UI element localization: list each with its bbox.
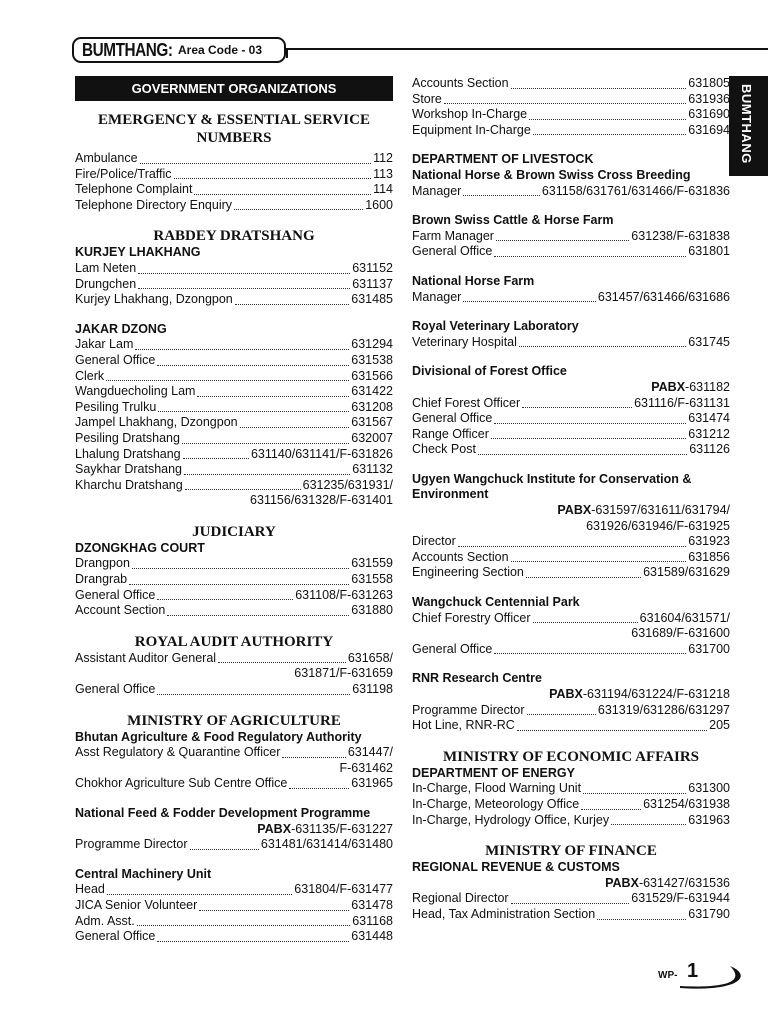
audit-title: ROYAL AUDIT AUTHORITY [134, 633, 334, 650]
entry-number: 631294 [351, 337, 393, 352]
entry-label: In-Charge, Hydrology Office, Kurjey [412, 812, 610, 827]
entry-label: Workshop In-Charge [412, 107, 528, 122]
entry-label: JICA Senior Volunteer [75, 897, 198, 912]
dot-leader [138, 288, 350, 289]
list-item [412, 813, 730, 829]
list-item [412, 550, 730, 566]
vet-lab-subheading: Royal Veterinary Laboratory [412, 319, 579, 334]
entry-number: 631132 [352, 462, 393, 477]
entry-label: Manager [412, 289, 462, 304]
list-item [75, 588, 393, 604]
dot-leader [140, 163, 372, 164]
entry-number: 631936 [688, 91, 730, 106]
rabdey-title: RABDEY DRATSHANG [153, 228, 315, 245]
jakar-subheading: JAKAR DZONG [75, 321, 167, 336]
energy-subheading: DEPARTMENT OF ENERGY [412, 765, 575, 780]
dot-leader [463, 301, 596, 302]
page-header [72, 37, 286, 63]
dot-leader [444, 103, 686, 104]
dot-leader [184, 474, 350, 475]
dot-leader [240, 427, 350, 428]
entry-number: 205 [709, 718, 730, 733]
entry-label: Chief Forest Officer [412, 395, 521, 410]
dot-leader [174, 178, 372, 179]
dot-leader [132, 568, 349, 569]
kharchu-continuation: 631156/631328/F-631401 [250, 493, 393, 508]
list-item [412, 92, 730, 108]
list-item [75, 277, 393, 293]
entry-number: 631137 [352, 276, 393, 291]
dot-leader [522, 407, 632, 408]
list-item [75, 603, 393, 619]
entry-number: 631126 [689, 442, 730, 457]
entry-label: General Office [75, 352, 156, 367]
dot-leader [533, 134, 686, 135]
entry-label: Telephone Directory Enquiry [75, 197, 233, 212]
entry-number: 632007 [351, 430, 393, 445]
dot-leader [511, 88, 687, 89]
entry-number: 112 [373, 151, 393, 165]
entry-number: 631690 [688, 107, 730, 122]
dot-leader [478, 454, 687, 455]
kurjey-list [75, 261, 393, 308]
entry-label: Store [412, 91, 442, 106]
dot-leader [194, 194, 371, 195]
cmu-list [75, 882, 393, 944]
list-item [75, 462, 393, 478]
entry-label: Director [412, 534, 456, 549]
list-item [75, 400, 393, 416]
list-item [75, 198, 393, 214]
finance-title: MINISTRY OF FINANCE [485, 843, 657, 860]
list-item [75, 447, 393, 463]
entry-number: 631801 [688, 244, 730, 259]
dot-leader [529, 119, 686, 120]
list-item [412, 290, 730, 306]
entry-label: Veterinary Hospital [412, 334, 517, 349]
economic-title: MINISTRY OF ECONOMIC AFFAIRS [442, 748, 699, 765]
list-item [75, 898, 393, 914]
entry-number: 631212 [688, 426, 730, 441]
list-item [412, 565, 730, 581]
entry-number: 631152 [352, 260, 393, 275]
horse-farm-subheading: National Horse Farm [412, 273, 535, 288]
dot-leader [494, 256, 686, 257]
list-item [412, 229, 730, 245]
dot-leader [157, 365, 349, 366]
entry-number: 631856 [688, 549, 730, 564]
entry-number: 631805 [688, 76, 730, 90]
page-footer [658, 962, 768, 992]
list-item [412, 427, 730, 443]
list-item [75, 353, 393, 369]
list-item [412, 442, 730, 458]
vet-lab-list [412, 335, 730, 351]
dot-leader [157, 599, 293, 600]
header-rule-tick [286, 48, 288, 58]
entry-label: Ambulance [75, 151, 138, 165]
cfo-continuation: 631689/F-631600 [631, 626, 730, 641]
entry-number: 631457/631466/631686 [597, 289, 730, 304]
entry-number: 631235/631931/ [302, 477, 393, 492]
emergency-title: EMERGENCY & ESSENTIAL SERVICE NUMBERS [98, 112, 370, 146]
entry-label: General Office [412, 411, 493, 426]
entry-number: 631254/631938 [643, 796, 730, 811]
list-item [75, 882, 393, 898]
entry-number: 631168 [352, 913, 393, 928]
entry-number: 631745 [688, 334, 730, 349]
entry-label: Engineering Section [412, 565, 524, 580]
list-item [75, 261, 393, 277]
crossbreeding-subheading: National Horse & Brown Swiss Cross Breeding [412, 167, 691, 182]
dot-leader [199, 910, 349, 911]
dot-leader [185, 489, 301, 490]
dot-leader [234, 209, 363, 210]
dot-leader [527, 714, 596, 715]
list-item [75, 167, 393, 183]
dot-leader [458, 546, 687, 547]
dot-leader [597, 919, 686, 920]
dot-leader [129, 584, 349, 585]
list-item [412, 123, 730, 139]
dot-leader [511, 903, 630, 904]
entry-label: Telephone Complaint [75, 182, 193, 197]
entry-number: 631478 [351, 897, 393, 912]
entry-label: Lam Neten [75, 260, 137, 275]
entry-number: 631529/F-631944 [631, 891, 730, 906]
dot-leader [138, 273, 350, 274]
entry-number: 631319/631286/631297 [597, 702, 730, 717]
entry-number: 631448 [351, 929, 393, 944]
list-item [412, 411, 730, 427]
dot-leader [491, 438, 686, 439]
entry-number: 631300 [688, 781, 730, 796]
entry-number: 631422 [351, 384, 393, 399]
entry-label: Head, Tax Administration Section [412, 906, 596, 921]
brown-swiss-list [412, 229, 730, 260]
dot-leader [137, 925, 350, 926]
entry-number: 1600 [365, 197, 393, 212]
finance-pabx: PABX-631427/631536 [605, 875, 730, 890]
list-item [412, 335, 730, 351]
brown-swiss-subheading: Brown Swiss Cattle & Horse Farm [412, 213, 614, 228]
list-item [412, 107, 730, 123]
dot-leader [519, 346, 686, 347]
bafra-subheading: Bhutan Agriculture & Food Regulatory Authority [75, 729, 362, 744]
entry-label: Account Section [75, 603, 166, 618]
entry-label: Saykhar Dratshang [75, 462, 183, 477]
entry-number: 631208 [351, 399, 393, 414]
list-item [412, 244, 730, 260]
entry-label: Jakar Lam [75, 337, 134, 352]
entry-number: 631558 [351, 572, 393, 587]
livestock-subheading: DEPARTMENT OF LIVESTOCK [412, 152, 594, 167]
judiciary-title: JUDICIARY [192, 523, 276, 540]
uwice-pabx: PABX-631597/631611/631794/ [557, 503, 730, 518]
entry-label: Wangduecholing Lam [75, 384, 196, 399]
list-item [412, 703, 730, 719]
list-item [75, 556, 393, 572]
dot-leader [235, 304, 350, 305]
section-band: GOVERNMENT ORGANIZATIONS [75, 76, 393, 101]
list-item: General Office 631700 [412, 641, 730, 656]
uwice-subheading: Ugyen Wangchuck Institute for Conservation & Environment [412, 471, 692, 502]
dot-leader [197, 396, 349, 397]
entry-number: 631880 [351, 603, 393, 618]
right-column [412, 76, 730, 923]
dot-leader [106, 380, 349, 381]
list-item [75, 431, 393, 447]
entry-number: 631790 [688, 906, 730, 921]
footer-prefix: WP- [658, 970, 678, 981]
forest-list [412, 396, 730, 458]
list-item [75, 572, 393, 588]
list-item [75, 914, 393, 930]
entry-label: Clerk [75, 368, 105, 383]
entry-label: Accounts Section [412, 76, 509, 90]
dot-leader [167, 615, 349, 616]
entry-label: Regional Director [412, 891, 509, 906]
entry-label: In-Charge, Meteorology Office [412, 796, 580, 811]
dot-leader [183, 458, 249, 459]
entry-number: 631567 [351, 415, 393, 430]
entry-number: 114 [373, 182, 393, 197]
entry-label: Range Officer [412, 426, 489, 441]
entry-number: 631566 [351, 368, 393, 383]
rnr-list [412, 703, 730, 734]
list-item: General Office 631198 [75, 682, 393, 697]
list-item [412, 891, 730, 907]
forest-pabx: PABX-631182 [651, 379, 730, 394]
list-item [75, 415, 393, 431]
list-item [412, 781, 730, 797]
entry-number: 631923 [688, 534, 730, 549]
dot-leader [611, 824, 686, 825]
entry-number: 113 [373, 166, 393, 181]
entry-label: Drangpon [75, 556, 130, 571]
entry-number: 631559 [351, 556, 393, 571]
list-item [412, 76, 730, 92]
city-title: BUMTHANG: [82, 40, 173, 60]
dot-leader [517, 730, 707, 731]
dot-leader [494, 423, 686, 424]
dot-leader [526, 577, 641, 578]
entry-label: General Office [75, 929, 156, 944]
header-rule [286, 48, 768, 50]
uwice-pabx-continuation: 631926/631946/F-631925 [586, 518, 730, 533]
list-item [75, 478, 393, 494]
court-subheading: DZONGKHAG COURT [75, 540, 205, 555]
dot-leader [182, 443, 349, 444]
dot-leader [158, 411, 349, 412]
dot-leader [496, 240, 629, 241]
emergency-list [75, 151, 393, 213]
entry-label: Accounts Section [412, 549, 509, 564]
jakar-list [75, 337, 393, 493]
cmu-continued-list [412, 76, 730, 138]
agriculture-title: MINISTRY OF AGRICULTURE [127, 712, 341, 729]
entry-label: General Office [412, 244, 493, 259]
list-item [412, 396, 730, 412]
entry-label: Jampel Lhakhang, Dzongpon [75, 415, 238, 430]
entry-label: Lhalung Dratshang [75, 446, 181, 461]
dot-leader [107, 894, 292, 895]
entry-label: Kharchu Dratshang [75, 477, 183, 492]
list-item [412, 534, 730, 550]
list-item [412, 907, 730, 923]
entry-label: Adm. Asst. [75, 913, 135, 928]
finance-list [412, 891, 730, 922]
entry-number: 631804/F-631477 [294, 882, 393, 897]
list-item [412, 718, 730, 734]
kurjey-subheading: KURJEY LHAKHANG [75, 245, 201, 260]
list-item [75, 292, 393, 308]
asst-continuation: F-631462 [339, 760, 393, 775]
entry-number: 631963 [688, 812, 730, 827]
entry-number: 631116/F-631131 [634, 395, 730, 410]
list-item: Assistant Auditor General 631658/ [75, 650, 393, 665]
page-number: 1 [687, 960, 699, 982]
entry-label: Programme Director [412, 702, 525, 717]
entry-label: Kurjey Lhakhang, Dzongpon [75, 292, 233, 307]
list-item: Chief Forestry Officer 631604/631571/ [412, 610, 730, 625]
horse-farm-list [412, 290, 730, 306]
forest-subheading: Divisional of Forest Office [412, 364, 567, 379]
nffdp-pabx: PABX-631135/F-631227 [257, 821, 393, 836]
list-item [75, 929, 393, 945]
entry-number: 631108/F-631263 [295, 587, 393, 602]
dot-leader [135, 349, 349, 350]
entry-label: Head [75, 882, 105, 897]
entry-number: 631694 [688, 122, 730, 137]
list-item [75, 337, 393, 353]
list-item [75, 369, 393, 385]
entry-number: 631140/631141/F-631826 [250, 446, 393, 461]
entry-number: 631238/F-631838 [631, 228, 730, 243]
wcp-subheading: Wangchuck Centennial Park [412, 595, 580, 610]
left-column [75, 76, 393, 945]
entry-number: 631589/631629 [643, 565, 730, 580]
list-item: Asst Regulatory & Quarantine Officer 631447/ [75, 745, 393, 760]
entry-label: General Office [75, 587, 156, 602]
judiciary-list [75, 556, 393, 618]
rnr-subheading: RNR Research Centre [412, 671, 542, 686]
side-tab [729, 76, 768, 176]
entry-label: Equipment In-Charge [412, 122, 531, 137]
list-item: Programme Director 631481/631414/631480 [75, 837, 393, 852]
entry-label: In-Charge, Flood Warning Unit [412, 781, 582, 796]
dot-leader [583, 793, 686, 794]
entry-label: Drungchen [75, 276, 137, 291]
list-item: Manager 631158/631761/631466/F-631836 [412, 183, 730, 198]
list-item [412, 797, 730, 813]
cmu-subheading: Central Machinery Unit [75, 866, 212, 881]
entry-label: Drangrab [75, 572, 128, 587]
side-tab-label: BUMTHANG [739, 84, 754, 164]
entry-label: Check Post [412, 442, 476, 457]
entry-label: Pesiling Trulku [75, 399, 157, 414]
area-code: Area Code - 03 [178, 43, 263, 57]
entry-label: Fire/Police/Traffic [75, 166, 172, 181]
entry-label: Pesiling Dratshang [75, 430, 180, 445]
entry-label: Farm Manager [412, 228, 494, 243]
list-item [75, 384, 393, 400]
aag-continuation: 631871/F-631659 [294, 666, 393, 681]
rnr-pabx: PABX-631194/631224/F-631218 [549, 687, 730, 701]
entry-number: 631538 [351, 352, 393, 367]
energy-list [412, 781, 730, 828]
entry-number: 631474 [688, 411, 730, 426]
entry-number: 631485 [351, 292, 393, 307]
dot-leader [157, 941, 349, 942]
dot-leader [581, 809, 641, 810]
nffdp-subheading: National Feed & Fodder Development Programme [75, 806, 371, 820]
dot-leader [511, 561, 687, 562]
list-item [75, 151, 393, 167]
list-item: Chokhor Agriculture Sub Centre Office 631965 [75, 776, 393, 791]
customs-subheading: REGIONAL REVENUE & CUSTOMS [412, 860, 620, 875]
entry-label: Hot Line, RNR-RC [412, 718, 515, 733]
list-item [75, 182, 393, 198]
uwice-list [412, 534, 730, 581]
